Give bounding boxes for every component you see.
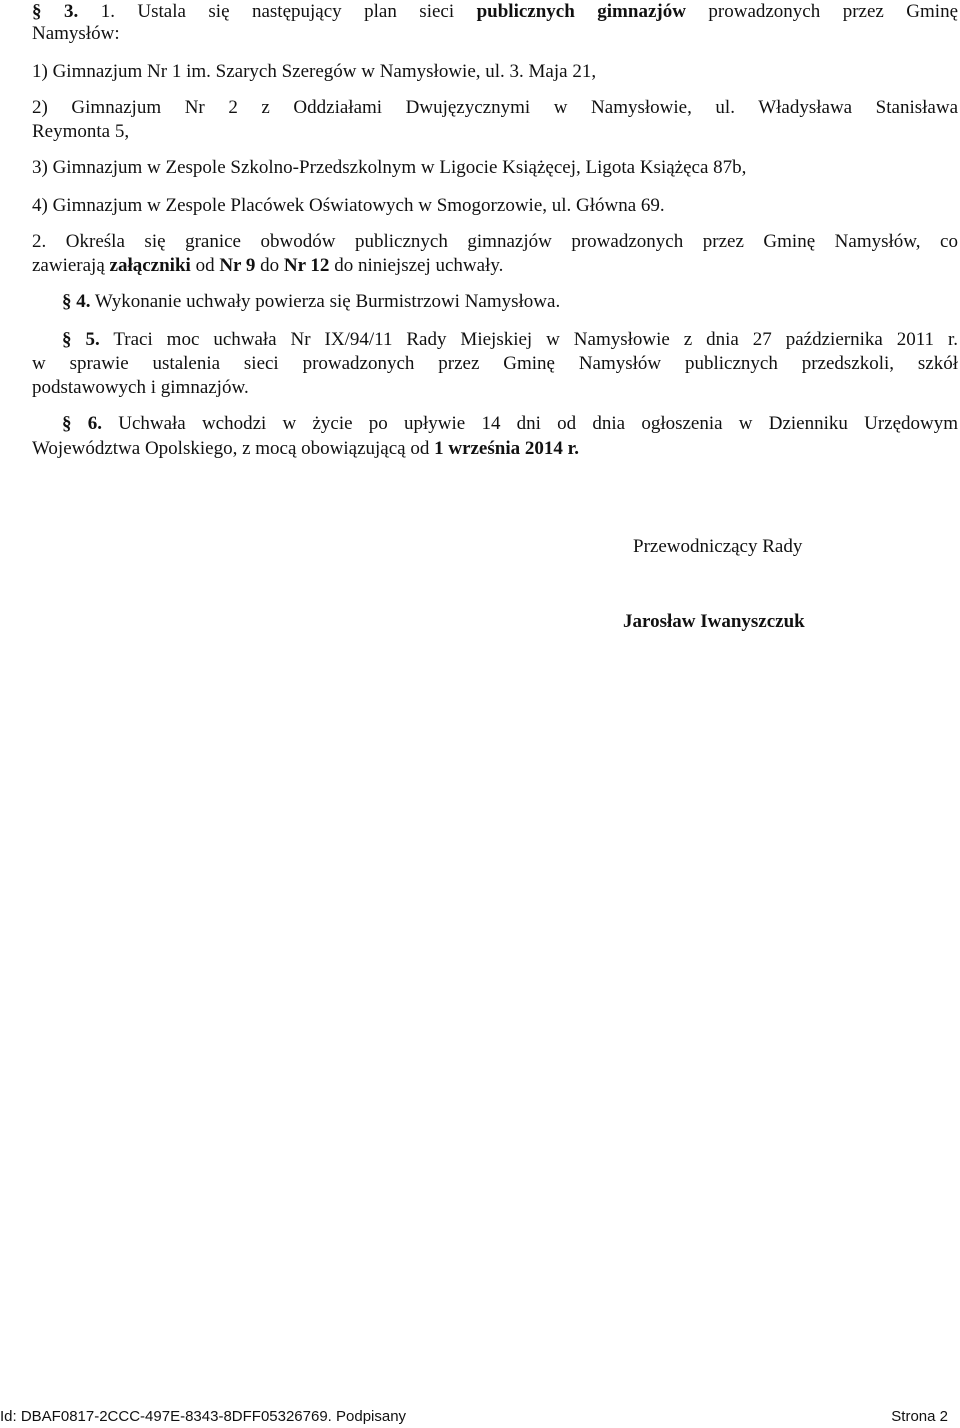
section-5-line-1 (62, 328, 958, 352)
section-6-text-2: Województwa Opolskiego, z mocą obowiązującą od (32, 438, 430, 459)
section-4-text: Wykonanie uchwały powierza się Burmistrzowi Namysłowa. (94, 291, 561, 312)
section-3-bold-text: publicznych gimnazjów (476, 1, 686, 22)
section-3-line-2: Namysłów: (32, 23, 120, 44)
paragraph-2-line-2 (32, 254, 503, 278)
paragraph-2-text-a: zawierają (32, 255, 105, 276)
list-item-2: 2) Gimnazjum Nr 2 z Oddziałami Dwujęzycznymi w Namysłowie, ul. Władysława Stanisława (32, 97, 958, 118)
signature-role: Przewodniczący Rady (633, 536, 803, 557)
section-3-text-a: Ustala się następujący plan sieci (137, 1, 455, 22)
section-6-line-2 (32, 437, 579, 461)
section-4 (62, 290, 560, 314)
section-number: 6. (87, 413, 102, 434)
section-number: 3. (63, 1, 79, 22)
section-mark: § (62, 291, 72, 312)
list-item-1: 1) Gimnazjum Nr 1 im. Szarych Szeregów w Namysłowie, ul. 3. Maja 21, (32, 61, 597, 82)
section-6-text-1: Uchwała wchodzi w życie po upływie 14 dni od dnia ogłoszenia w Dzienniku Urzędowym (118, 413, 959, 434)
document-id: Id: DBAF0817-2CCC-497E-8343-8DFF05326769. Podpisany (0, 1408, 407, 1425)
attachment-to-bold: Nr 12 (283, 255, 330, 276)
signature-name: Jarosław Iwanyszczuk (623, 611, 805, 632)
paragraph-2-text-d: do niniejszej uchwały. (334, 255, 504, 276)
list-item-2-continuation: Reymonta 5, (32, 121, 130, 142)
section-mark: § (62, 413, 72, 434)
attachment-from-bold: Nr 9 (219, 255, 256, 276)
section-number: 4. (76, 291, 91, 312)
section-5-text-1: Traci moc uchwała Nr IX/94/11 Rady Miejskiej w Namysłowie z dnia 27 października 2011 r. (113, 329, 959, 350)
section-3-text-b: prowadzonych przez Gminę (708, 1, 959, 22)
list-item-3: 3) Gimnazjum w Zespole Szkolno-Przedszkolnym w Ligocie Książęcej, Ligota Książęca 87b, (32, 157, 747, 178)
paragraph-2-text-b: od (195, 255, 215, 276)
section-mark: § (32, 1, 42, 22)
section-5-line-2: w sprawie ustalenia sieci prowadzonych przez Gminę Namysłów publicznych przedszkoli, szkół (32, 353, 958, 374)
section-mark: § (62, 329, 72, 350)
list-item-4: 4) Gimnazjum w Zespole Placówek Oświatowych w Smogorzowie, ul. Główna 69. (32, 195, 665, 216)
paragraph-number: 1. (100, 1, 115, 22)
section-3-line-1 (32, 0, 958, 24)
paragraph-2-text-c: do (260, 255, 280, 276)
section-number: 5. (85, 329, 100, 350)
effective-date-bold: 1 września 2014 r. (434, 438, 580, 459)
attachments-bold: załączniki (109, 255, 191, 276)
paragraph-2-line-1: 2. Określa się granice obwodów publicznych gimnazjów prowadzonych przez Gminę Namysłów, co (32, 231, 958, 252)
section-5-line-3: podstawowych i gimnazjów. (32, 377, 249, 398)
page-number: Strona 2 (891, 1408, 948, 1425)
section-6-line-1 (62, 412, 958, 436)
